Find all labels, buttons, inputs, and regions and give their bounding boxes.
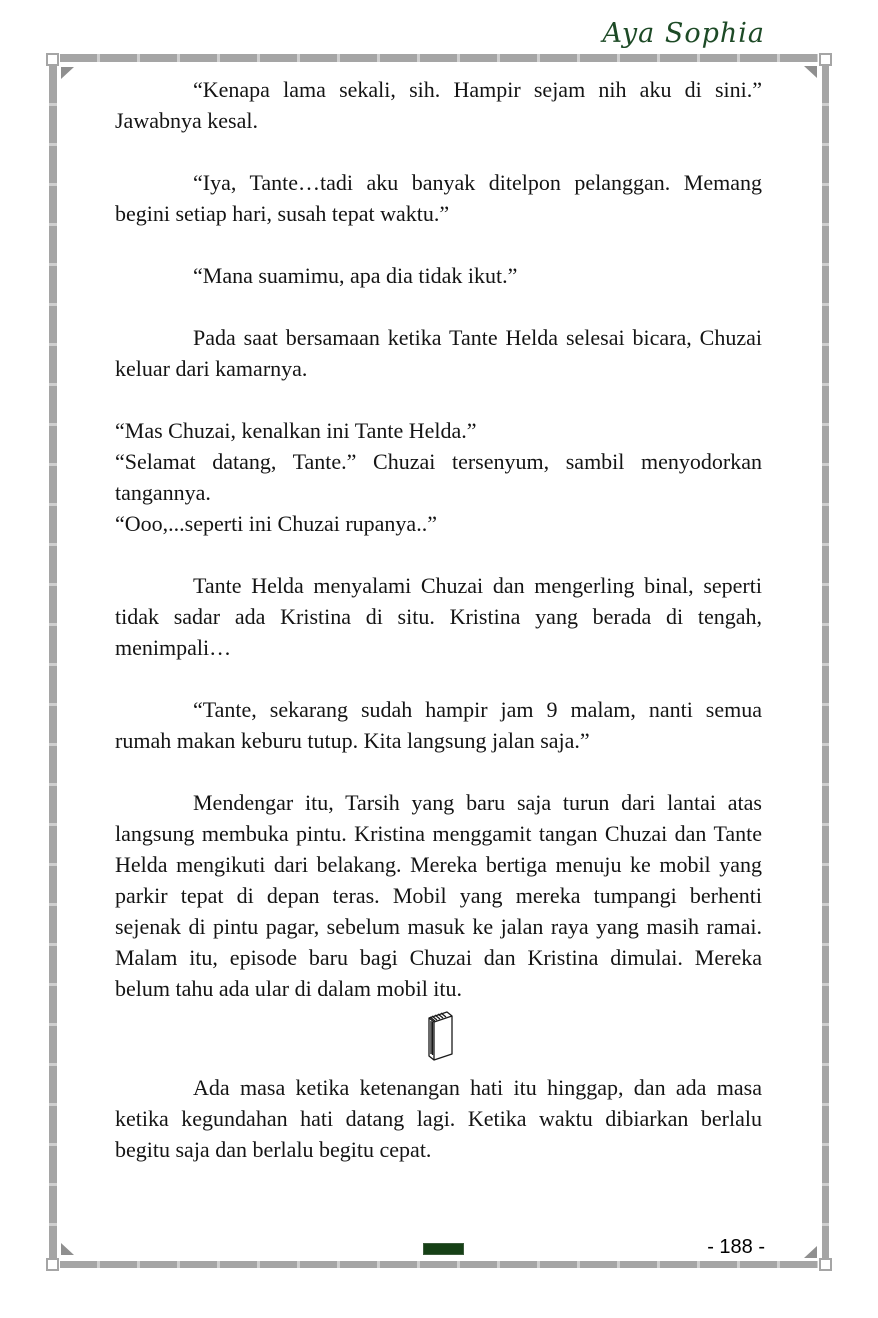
frame-corner-triangle-top-right bbox=[804, 66, 817, 78]
frame-corner-square-bottom-left bbox=[46, 1258, 59, 1271]
frame-corner-square-top-left bbox=[46, 53, 59, 66]
footer-green-bar bbox=[423, 1243, 464, 1255]
paragraph: “Tante, sekarang sudah hampir jam 9 malam, nanti semua rumah makan keburu tutup. Kita langsung jalan saja.” bbox=[115, 697, 762, 753]
paragraph: Ada masa ketika ketenangan hati itu hinggap, dan ada masa ketika kegundahan hati datang lagi. Ketika waktu dibiarkan berlalu begitu saja dan berlalu begitu cepat. bbox=[115, 1075, 762, 1162]
page-number: - 188 - bbox=[707, 1236, 765, 1258]
paragraph: “Mana suamimu, apa dia tidak ikut.” bbox=[193, 263, 518, 288]
frame-left-border bbox=[49, 66, 57, 1258]
text-block-1 bbox=[115, 74, 762, 1004]
frame-right-border bbox=[822, 66, 829, 1258]
page-header-author-title: Aya Sophia bbox=[602, 18, 765, 49]
frame-corner-triangle-top-left bbox=[61, 67, 74, 79]
page-body-text bbox=[115, 74, 762, 1165]
book-ornament-icon bbox=[419, 1008, 459, 1064]
frame-corner-square-top-right bbox=[819, 53, 832, 66]
paragraph: Mendengar itu, Tarsih yang baru saja turun dari lantai atas langsung membuka pintu. Kristina menggamit tangan Chuzai dan Tante Helda mengikuti dari belakang. Mereka bertiga menuju ke mobil yang parkir tepat di depan teras. Mobil yang mereka tumpangi berhenti sejenak di pintu pagar, sebelum masuk ke jalan raya yang masih ramai. Malam itu, episode baru bagi Chuzai dan Kristina dimulai. Mereka belum tahu ada ular di dalam mobil itu. bbox=[115, 790, 762, 1001]
paragraph: “Iya, Tante…tadi aku banyak ditelpon pelanggan. Memang begini setiap hari, susah tepat waktu.” bbox=[115, 170, 762, 226]
paragraph: Pada saat bersamaan ketika Tante Helda selesai bicara, Chuzai keluar dari kamarnya. bbox=[115, 325, 762, 381]
text-block-2 bbox=[115, 1072, 762, 1165]
paragraph: “Mas Chuzai, kenalkan ini Tante Helda.” bbox=[115, 418, 477, 443]
paragraph: “Kenapa lama sekali, sih. Hampir sejam nih aku di sini.” Jawabnya kesal. bbox=[115, 77, 762, 133]
frame-bottom-border bbox=[60, 1261, 818, 1268]
paragraph: “Ooo,...seperti ini Chuzai rupanya..” bbox=[115, 511, 437, 536]
frame-corner-triangle-bottom-right bbox=[804, 1246, 817, 1258]
paragraph: Tante Helda menyalami Chuzai dan mengerling binal, seperti tidak sadar ada Kristina di situ. Kristina yang berada di tengah, menimpali… bbox=[115, 573, 762, 660]
frame-top-border bbox=[60, 54, 818, 62]
section-divider bbox=[115, 1008, 762, 1064]
paragraph: “Selamat datang, Tante.” Chuzai tersenyum, sambil menyodorkan tangannya. bbox=[115, 449, 762, 505]
frame-corner-triangle-bottom-left bbox=[61, 1243, 74, 1255]
frame-corner-square-bottom-right bbox=[819, 1258, 832, 1271]
